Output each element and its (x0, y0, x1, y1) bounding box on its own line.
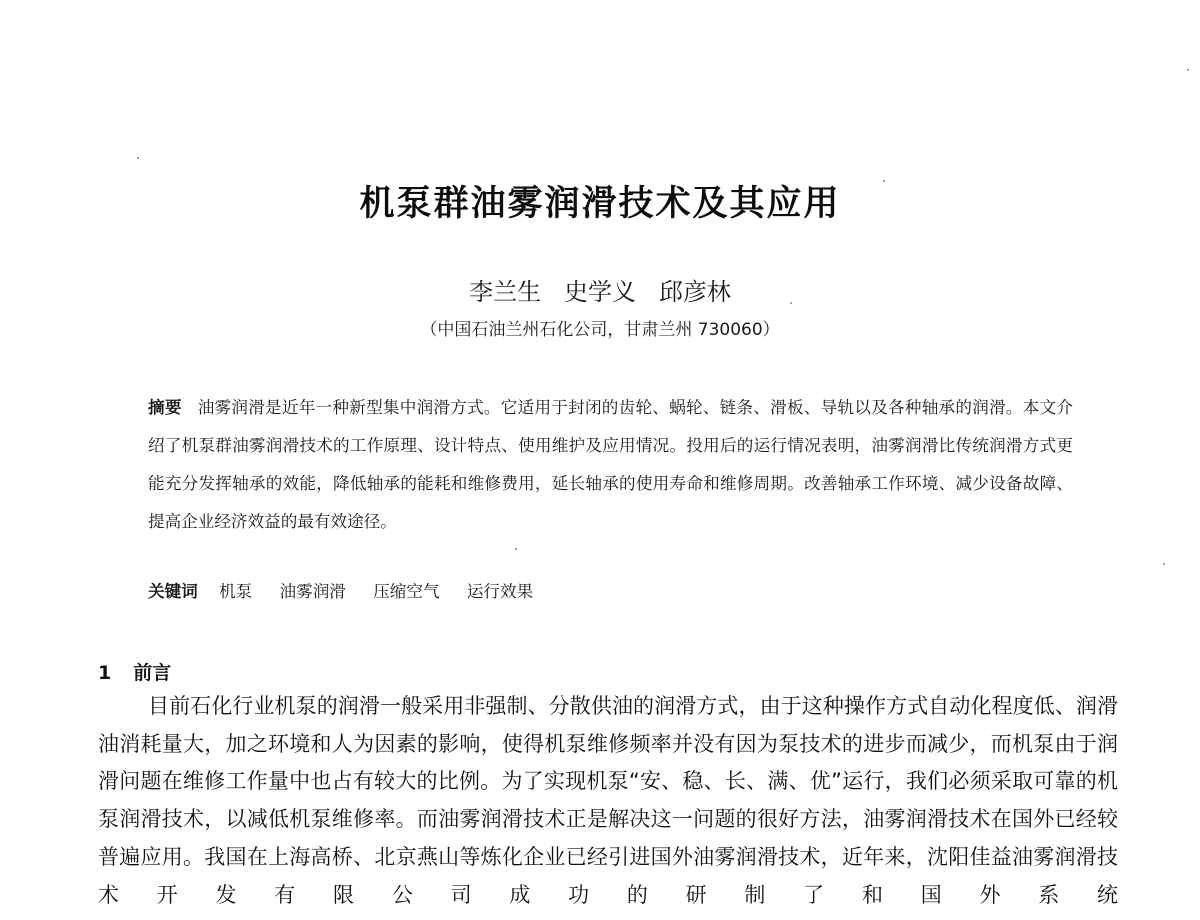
section-heading (98, 658, 171, 685)
abstract (148, 389, 1073, 541)
scan-speck (790, 302, 792, 304)
body-line: 而减少，而机泵由于润滑问题在维修工作量中也占有较大的比例。为了实现机泵“安、稳、长、满、 (98, 731, 1119, 794)
body-line: 优”运行，我们必须采取可靠的机泵润滑技术，以减低机泵维修率。而油雾润滑技术正是解决这一 (98, 769, 1118, 832)
author-name: 李兰生 (469, 278, 542, 306)
keyword: 运行效果 (466, 582, 534, 601)
section-title: 前言 (133, 662, 172, 684)
keywords (148, 578, 555, 602)
scan-speck (1187, 69, 1189, 71)
article-title: 机泵群油雾润滑技术及其应用 (359, 184, 841, 224)
section-number: 1 (98, 662, 112, 684)
abstract-text: 油雾润滑是近年一种新型集中润滑方式。它适用于封闭的齿轮、蜗轮、链条、滑板、导轨以及各种轴承的润滑。本文介绍了机泵群油雾润滑技术的工作原理、设计特点、使用维护及应用情况。投用后的运行情况表明，油雾润滑比传统润滑方式更能充分发挥轴承的效能，降低轴承的能耗和维修费用，延长轴承的使用寿命和维修周期。改善轴承工作环境、减少设备故障、提高企业经济效益的最有效途径。 (148, 398, 1074, 531)
author-list (0, 272, 1200, 307)
scan-speck (515, 548, 517, 550)
scan-speck (137, 157, 139, 159)
author-name: 史学义 (564, 278, 636, 306)
author-name: 邱彦林 (658, 278, 731, 306)
body-line: 问题的很好方法，油雾润滑技术在国外已经较普遍应用。我国在上海高桥、北京燕山等炼化企业已 (98, 807, 1119, 869)
keyword: 机泵 (219, 582, 253, 601)
body-line: 经引进国外油雾润滑技术，近年来，沈阳佳益油雾润滑技术开发有限公司成功的研制了和国外系统 (98, 844, 1119, 907)
scan-speck (883, 180, 885, 182)
scan-speck (1163, 563, 1165, 565)
body-line: 目前石化行业机泵的润滑一般采用非强制、分散供油的润滑方式，由于这种操作方式自动化程 (148, 694, 1013, 718)
keywords-label: 关键词 (148, 582, 198, 601)
keyword: 油雾润滑 (279, 582, 346, 601)
keyword: 压缩空气 (373, 582, 440, 601)
body-line: 度低、润滑油消耗量大，加之环境和人为因素的影响，使得机泵维修频率并没有因为泵技术的进步 (98, 694, 1118, 756)
abstract-label: 摘要 (148, 398, 182, 417)
author-affiliation: （中国石油兰州石化公司，甘肃兰州 730060） (420, 320, 780, 340)
section-body (98, 688, 1118, 914)
